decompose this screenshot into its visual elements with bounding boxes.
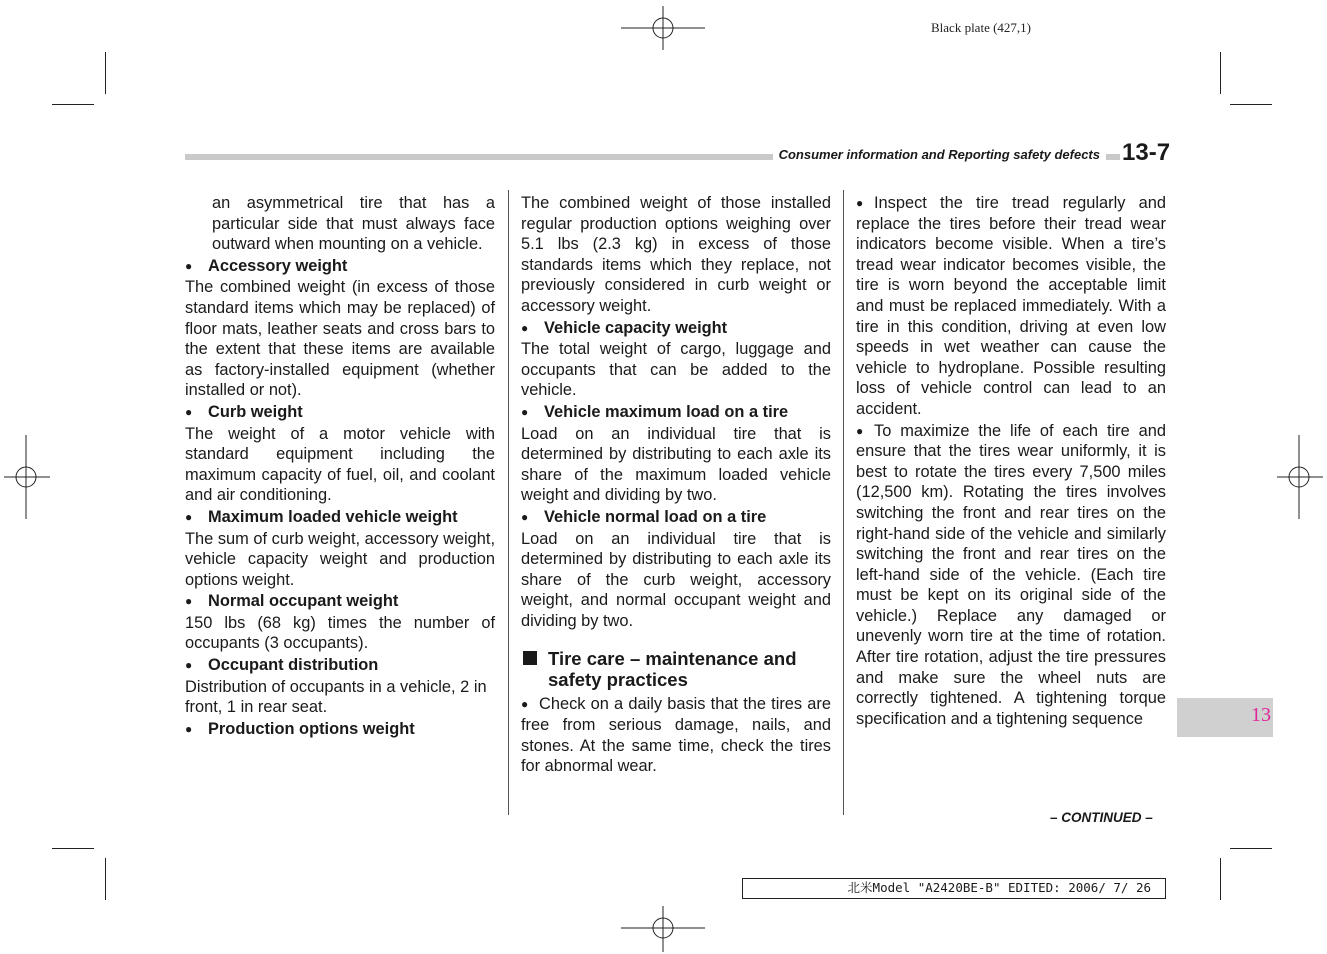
bullet-icon: ●	[185, 594, 193, 609]
registration-mark-icon	[4, 435, 50, 519]
intro-paragraph: The combined weight of those installed regular production options weighing over 5.1 lbs (2.3 kg) in excess of those standards items which they replace, not previously considered in curb weight or accessory weight.	[521, 194, 831, 315]
footer-edit-info: 北米Model "A2420BE-B" EDITED: 2006/ 7/ 26	[847, 880, 1151, 895]
crop-mark	[1220, 858, 1221, 900]
term-definition: The combined weight (in excess of those standard items which may be replaced) of floor mats, leather seats and cross bars to the extent that these items are available as factory-installed equipment (whether installed or not).	[185, 278, 495, 400]
chapter-tab-number: 13	[1251, 704, 1271, 726]
continued-label: – CONTINUED –	[1050, 810, 1153, 825]
section-paragraph: ● Check on a daily basis that the tires are free from serious damage, nails, and stones. At the same time, check the tires for abnormal wear.	[521, 695, 831, 776]
term-heading: ● Occupant distribution	[185, 656, 379, 675]
term-definition: Load on an individual tire that is determined by distributing to each axle its share of the curb weight, accessory weight, and normal occupant weight and dividing by two.	[521, 529, 831, 630]
running-header-title: Consumer information and Reporting safety defects	[773, 147, 1106, 162]
paragraph: ● Inspect the tire tread regularly and replace the tires before their tread wear indicators become visible. When a tire’s tread wear indicator becomes visible, the tire is worn beyond the acceptable limit and must be replaced immediately. With a tire in this condition, driving at even low speeds in wet weather can cause the vehicle to hydroplane. Possible resulting loss of vehicle control can lead to an accident.	[856, 194, 1166, 418]
section-heading: Tire care – maintenance and safety practices	[521, 648, 831, 690]
column-divider	[843, 190, 844, 815]
bullet-icon: ●	[521, 509, 529, 524]
plate-label: Black plate (427,1)	[931, 20, 1031, 35]
term-heading: ● Accessory weight	[185, 256, 348, 275]
bullet-icon: ●	[185, 404, 193, 419]
term-heading: ● Normal occupant weight	[185, 592, 399, 611]
bullet-icon: ●	[185, 721, 193, 736]
bullet-icon: ●	[521, 404, 529, 419]
bullet-icon: ●	[521, 320, 529, 335]
bullet-icon: ●	[856, 423, 864, 438]
crop-mark	[105, 858, 106, 900]
paragraph: ● To maximize the life of each tire and ensure that the tires wear uniformly, it is best to rotate the tires every 7,500 miles (12,500 km). Rotating the tires involves switching the front and rear tires on the right-hand side of the vehicle and similarly switching the front and rear tires on the left-hand side of the vehicle. (Each tire must be kept on its original side of the vehicle.) Replace any damaged or unevenly worn tire at the time of rotation. After tire rotation, adjust the tire pressures and make sure the wheel nuts are correctly tightened. A tightening torque specification and a tightening sequence	[856, 421, 1166, 728]
column-3	[856, 193, 1166, 729]
crop-mark	[105, 52, 106, 94]
term-definition: The total weight of cargo, luggage and occupants that can be added to the vehicle.	[521, 340, 831, 400]
term-heading: ● Maximum loaded vehicle weight	[185, 507, 458, 526]
registration-mark-icon	[621, 906, 705, 952]
term-definition: Distribution of occupants in a vehicle, 2 in front, 1 in rear seat.	[185, 677, 487, 717]
bullet-icon: ●	[185, 509, 193, 524]
registration-mark-icon	[1277, 435, 1323, 519]
crop-mark	[52, 104, 94, 105]
term-definition: Load on an individual tire that is determined by distributing to each axle its share of the maximum loaded vehicle weight and dividing by two.	[521, 424, 831, 505]
term-heading: ● Curb weight	[185, 402, 303, 421]
bullet-icon: ●	[185, 658, 193, 673]
column-1	[185, 193, 495, 740]
column-2	[521, 193, 831, 777]
column-divider	[508, 190, 509, 815]
bullet-icon: ●	[185, 258, 193, 273]
registration-mark-icon	[621, 6, 705, 50]
term-definition: The weight of a motor vehicle with standard equipment including the maximum capacity of fuel, oil, and coolant and air conditioning.	[185, 424, 495, 505]
bullet-icon: ●	[856, 196, 864, 210]
crop-mark	[52, 848, 94, 849]
term-definition: The sum of curb weight, accessory weight, vehicle capacity weight and production options weight.	[185, 529, 495, 589]
term-heading: ● Vehicle capacity weight	[521, 318, 728, 337]
bullet-icon: ●	[521, 697, 529, 712]
square-bullet-icon	[523, 651, 537, 665]
intro-paragraph: an asymmetrical tire that has a particular side that must always face outward when mounting on a vehicle.	[212, 194, 495, 254]
term-heading: ● Vehicle normal load on a tire	[521, 507, 767, 526]
crop-mark	[1220, 52, 1221, 94]
crop-mark	[1230, 848, 1272, 849]
term-heading: ● Production options weight	[185, 719, 415, 738]
term-heading: ● Vehicle maximum load on a tire	[521, 402, 789, 421]
term-definition: 150 lbs (68 kg) times the number of occupants (3 occupants).	[185, 613, 495, 653]
crop-mark	[1230, 104, 1272, 105]
page-number: 13-7	[1122, 139, 1171, 166]
